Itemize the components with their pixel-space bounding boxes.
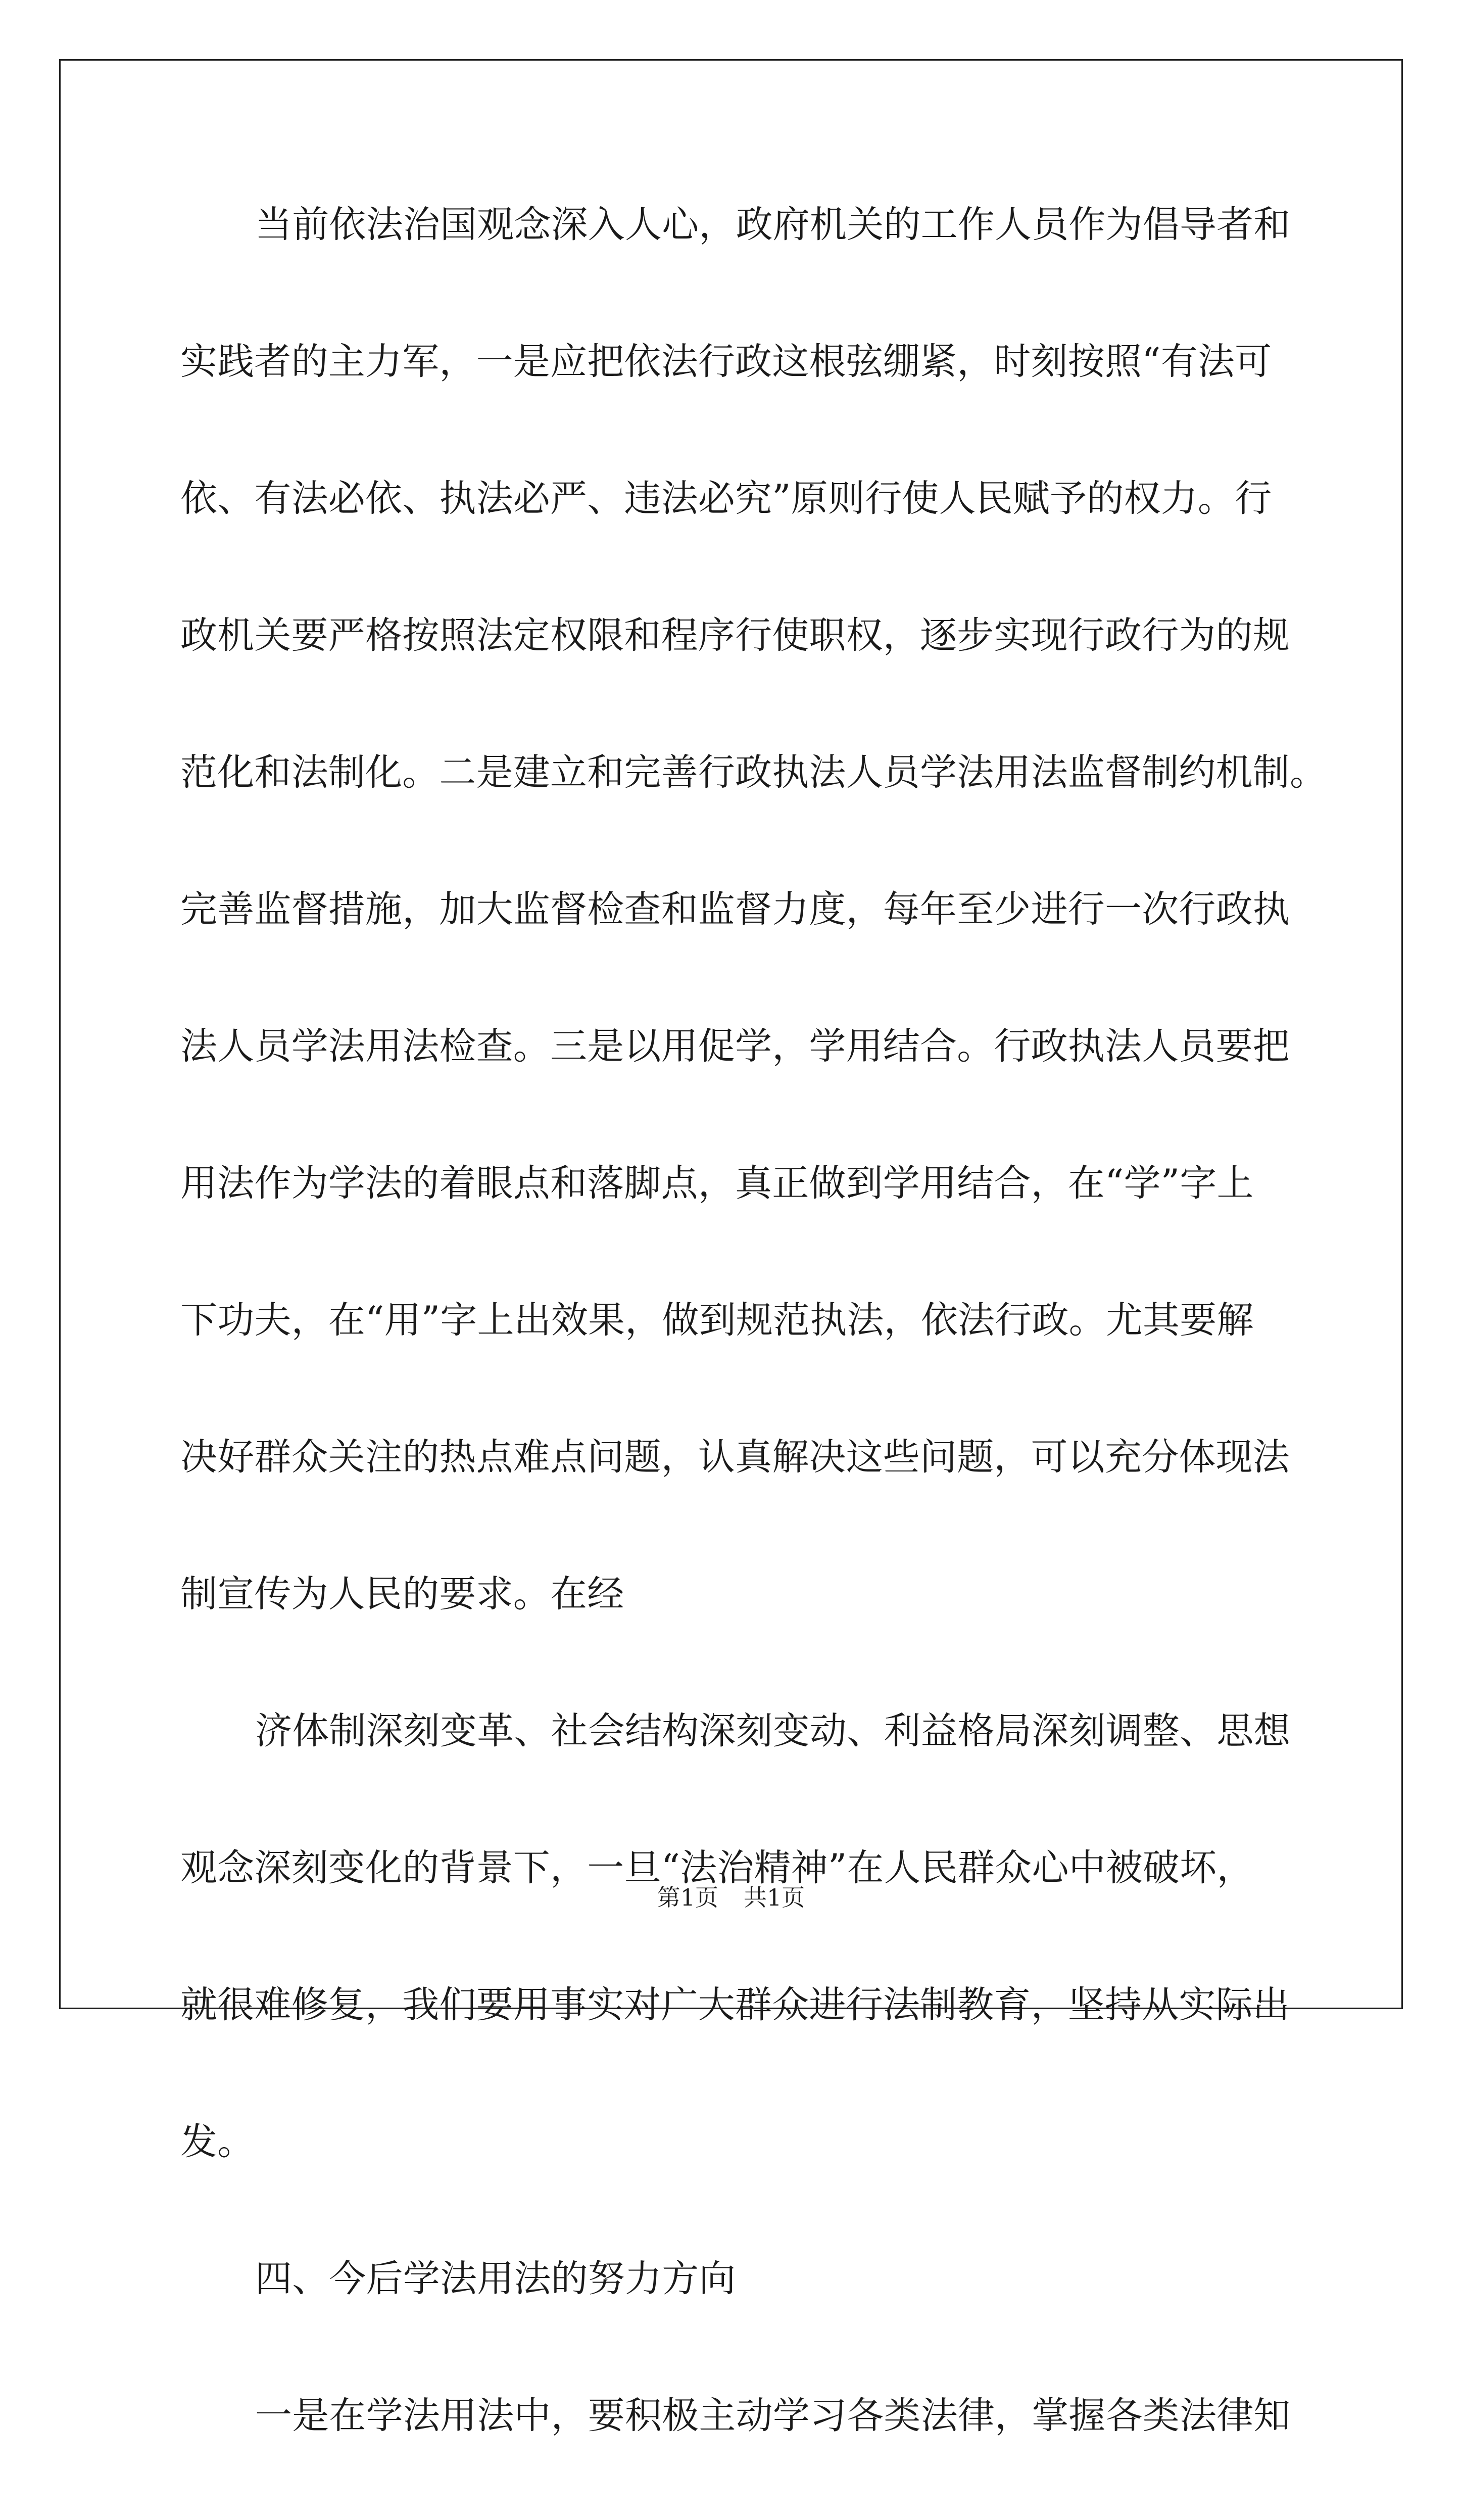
paragraph-line: 一是在学法用法中，要积极主动学习各类法律，掌握各类法律知 [255, 2394, 1291, 2437]
paragraph-line: 法人员学法用法检查。三是以用促学，学用结合。行政执法人员要把 [180, 1025, 1290, 1068]
paragraph-line: 观念深刻变化的背景下，一旦“法治精神”在人民群众心中被破坏， [180, 1846, 1254, 1889]
page-footer [0, 1882, 1462, 1913]
page-number: 第1页 [657, 1884, 718, 1911]
paragraph-line: 依、有法必依、执法必严、违法必究”原则行使人民赋予的权力。行 [180, 477, 1272, 520]
paragraph-line: 政机关要严格按照法定权限和程序行使职权，逐步实现行政行为的规 [180, 614, 1290, 657]
paragraph-line: 决好群众关注的热点难点问题，认真解决这些问题，可以充分体现法 [180, 1436, 1290, 1479]
document-body [180, 192, 1327, 2520]
paragraph-line: 实践者的主力军，一是应把依法行政这根弦绷紧，时刻按照“有法可 [180, 340, 1272, 383]
section-heading: 四、今后学法用法的努力方向 [255, 2257, 736, 2300]
paragraph-line: 下功夫，在“用”字上出效果，做到规范执法，依法行政。尤其要解 [180, 1299, 1254, 1342]
paragraph-line: 济体制深刻变革、社会结构深刻变动、利益格局深刻调整、思想 [255, 1709, 1291, 1752]
paragraph-line: 范化和法制化。二是建立和完善行政执法人员学法用法监督制约机制。 [180, 751, 1327, 794]
paragraph-line: 就很难修复，我们要用事实对广大群众进行法制教育，坚持从实际出 [180, 1983, 1290, 2026]
paragraph-line: 完善监督措施，加大监督检查和监督力度，每年至少进行一次行政执 [180, 888, 1290, 931]
paragraph-line: 当前依法治国观念深入人心，政府机关的工作人员作为倡导者和 [255, 203, 1291, 246]
paragraph-line: 制宣传为人民的要求。在经 [180, 1573, 624, 1615]
page-total: 共1页 [744, 1884, 805, 1911]
paragraph-line: 用法作为学法的着眼点和落脚点，真正做到学用结合，在“学”字上 [180, 1162, 1254, 1205]
paragraph-line: 发。 [180, 2120, 255, 2163]
